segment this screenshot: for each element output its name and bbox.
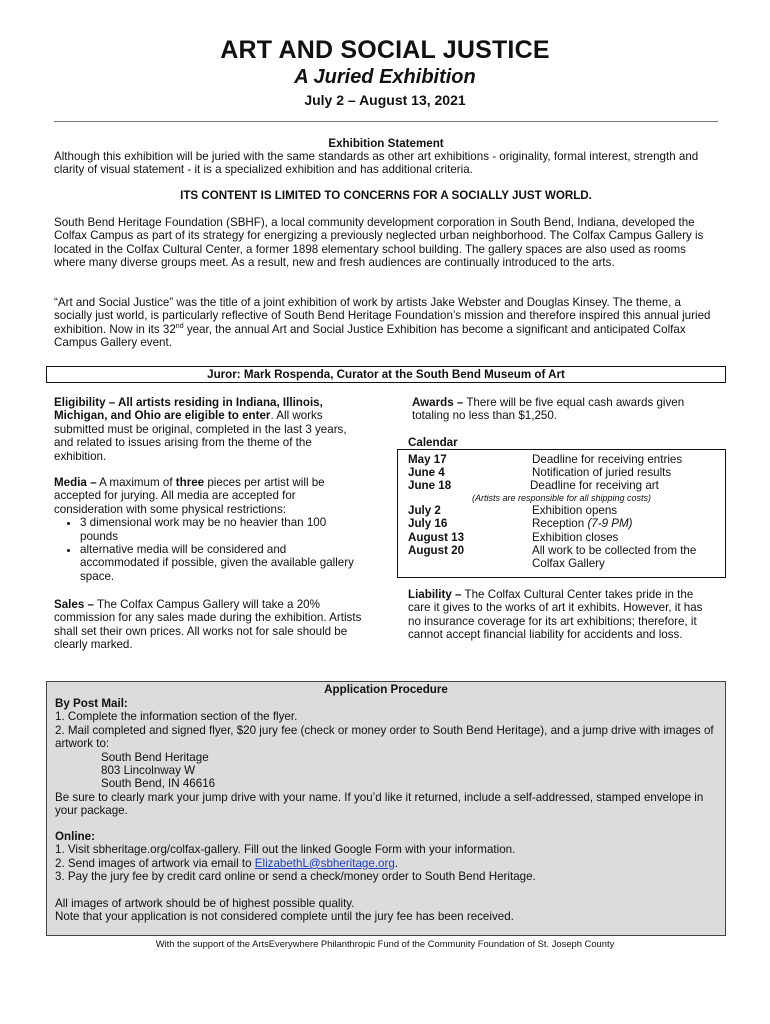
footer-credit: With the support of the ArtsEverywhere Philanthropic Fund of the Community Foundation of St. Joseph County xyxy=(155,938,615,949)
awards-text: There will be five equal cash awards given totaling no less than $1,250. xyxy=(412,396,685,423)
calendar-event: Exhibition opens xyxy=(532,504,618,517)
calendar-date: May 17 xyxy=(408,453,447,466)
application-title: Application Procedure xyxy=(324,683,448,696)
post-step: 1. Complete the information section of the flyer. xyxy=(55,710,298,724)
eligibility-label: Eligibility – All artists residing in Indiana, Illinois, Michigan, and Ohio are eligible to enter xyxy=(54,396,323,423)
calendar-date: August 20 xyxy=(408,544,465,557)
calendar-event-text: Reception xyxy=(532,517,588,530)
liability-text: The Colfax Cultural Center takes pride in the care it gives to the works of art it exhibits. However, it has no insurance coverage for its art exhibitions; therefore, it cannot accept financial liability for accidents and loss. xyxy=(408,588,703,642)
history-paragraph xyxy=(54,296,718,350)
calendar-date: June 4 xyxy=(408,466,445,479)
sales-text: The Colfax Campus Gallery will take a 20% commission for any sales made during the exhibition. Artists shall set their own prices. All works not for sale should be clearly marked. xyxy=(54,598,362,652)
calendar-date: July 16 xyxy=(408,517,448,530)
calendar-date: June 18 xyxy=(408,479,452,492)
online-step-end: . xyxy=(394,856,399,870)
media-text-2: pieces per artist will be accepted for jurying. All media are accepted for consideration with some physical restrictions: xyxy=(54,476,325,516)
online-step xyxy=(55,857,720,870)
sales-label: Sales – xyxy=(54,598,94,611)
post-note: Be sure to clearly mark your jump drive with your name. If you’d like it returned, include a self-addressed, stamped envelope in your package. xyxy=(55,790,704,818)
media-text-1: A maximum of xyxy=(96,476,176,489)
calendar-event: Deadline for receiving entries xyxy=(532,453,683,466)
reception-time: (7-9 PM) xyxy=(587,517,633,530)
media-max-count: three xyxy=(175,476,205,489)
online-step: 3. Pay the jury fee by credit card online or send a check/money order to South Bend Heritage. xyxy=(55,870,536,884)
closing-line: All images of artwork should be of highest possible quality. xyxy=(55,897,355,910)
closing-line: Note that your application is not considered complete until the jury fee has been received. xyxy=(55,910,514,924)
shipping-note: (Artists are responsible for all shipping costs) xyxy=(471,493,652,503)
liability-label: Liability – xyxy=(408,588,462,601)
ordinal-suffix: nd xyxy=(175,322,184,330)
calendar-event: Deadline for receiving art xyxy=(530,479,659,492)
calendar-event: Notification of juried results xyxy=(532,466,672,479)
content-limit-notice: ITS CONTENT IS LIMITED TO CONCERNS FOR A SOCIALLY JUST WORLD. xyxy=(180,189,592,202)
mailing-address-line: South Bend Heritage xyxy=(101,750,209,764)
awards-label: Awards – xyxy=(412,396,464,409)
eligibility-text: . All works submitted must be original, completed in the last 3 years, and related to issues arising from the theme of the exhibition. xyxy=(54,409,347,463)
online-heading: Online: xyxy=(55,830,95,843)
email-link[interactable]: ElizabethL@sbheritage.org xyxy=(254,856,395,870)
calendar-date: August 13 xyxy=(408,531,465,544)
list-item: • 3 dimensional work may be no heavier than 100 pounds xyxy=(80,516,366,543)
calendar-heading: Calendar xyxy=(408,436,458,449)
statement-text: Although this exhibition will be juried with the same standards as other art exhibitions - originality, formal interest, strength and clarity of visual statement - it is a specialized exhibition and has additional criteria. xyxy=(54,150,699,177)
calendar-event: Exhibition closes xyxy=(532,531,619,544)
calendar-date: July 2 xyxy=(408,504,441,517)
liability-section xyxy=(408,588,708,642)
history-text: “Art and Social Justice” was the title of a joint exhibition of work by artists Jake Webster and Douglas Kinsey. The theme, a socially just world, is particularly reflective of South Bend Heritage Foundation’s mission and therefore inspired this annual juried exhibition. Now in its 32 xyxy=(54,296,711,336)
online-section xyxy=(55,830,720,884)
eligibility-section xyxy=(54,396,366,463)
history-text-end: year, the annual Art and Social Justice Exhibition has become a significant and anticipated Colfax Campus Gallery event. xyxy=(54,322,686,350)
online-step: 1. Visit sbheritage.org/colfax-gallery. Fill out the linked Google Form with your information. xyxy=(55,843,516,857)
sales-section xyxy=(54,598,366,652)
sbhf-paragraph: South Bend Heritage Foundation (SBHF), a local community development corporation in South Bend, Indiana, developed the Colfax Campus as part of its strategy for energizing a previously neglected urban neighborhood. The Colfax Campus Gallery is located in the Colfax Cultural Center, a former 1898 elementary school building. The gallery spaces are also used as rooms where many diverse groups meet. As a result, new and fresh audiences are continually introduced to the arts. xyxy=(54,216,704,270)
closing-notes xyxy=(55,897,720,924)
online-step-text: 2. Send images of artwork via email to xyxy=(55,856,255,870)
media-restrictions-list xyxy=(54,516,366,583)
juror-banner: Juror: Mark Rospenda, Curator at the South Bend Museum of Art xyxy=(46,366,726,383)
post-step: 2. Mail completed and signed flyer, $20 jury fee (check or money order to South Bend Heritage), and a jump drive with images of artwork to: xyxy=(55,723,714,751)
mailing-address-line: 803 Lincolnway W xyxy=(101,764,196,778)
calendar-event xyxy=(532,517,722,530)
post-mail-heading: By Post Mail: xyxy=(55,697,128,710)
document-subtitle: A Juried Exhibition xyxy=(294,66,476,88)
calendar-table xyxy=(397,449,726,578)
post-mail-section xyxy=(55,697,720,818)
calendar-event: All work to be collected from the Colfax Gallery xyxy=(532,544,697,571)
list-item: • alternative media will be considered and accommodated if possible, given the available gallery space. xyxy=(80,543,366,583)
header-divider xyxy=(54,121,718,122)
application-procedure-box xyxy=(46,681,726,936)
document-title: ART AND SOCIAL JUSTICE xyxy=(220,36,550,64)
media-section xyxy=(54,476,366,583)
media-label: Media – xyxy=(54,476,97,489)
statement-heading: Exhibition Statement xyxy=(328,137,444,150)
exhibition-dates: July 2 – August 13, 2021 xyxy=(304,92,466,108)
awards-section xyxy=(412,396,712,423)
mailing-address-line: South Bend, IN 46616 xyxy=(101,777,216,791)
